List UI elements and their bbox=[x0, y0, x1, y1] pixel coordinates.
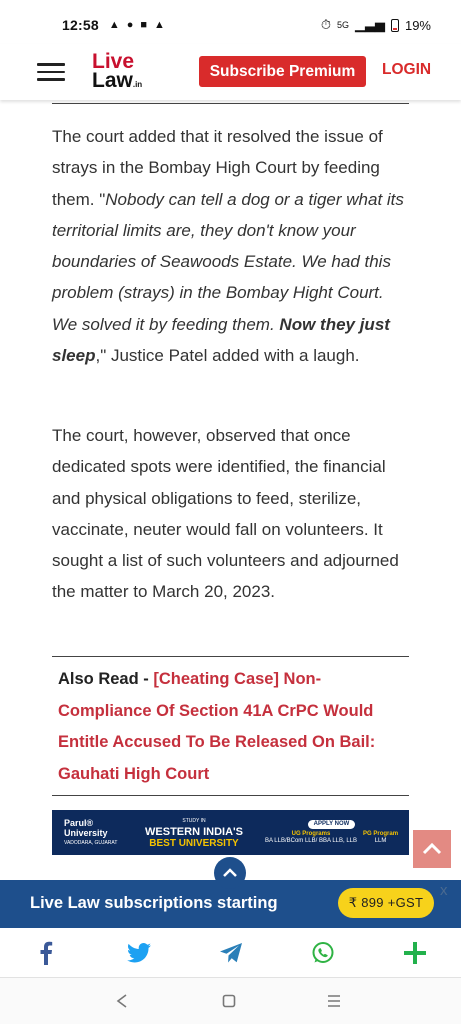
notification-app-icon: ▲ bbox=[108, 19, 120, 31]
expand-subscription-button[interactable] bbox=[214, 857, 246, 889]
alarm-icon: ⏱ bbox=[320, 17, 331, 32]
status-right bbox=[321, 17, 431, 33]
share-bar bbox=[0, 928, 461, 978]
live-law-logo[interactable] bbox=[92, 52, 154, 94]
back-to-top-button[interactable] bbox=[413, 830, 451, 868]
close-icon[interactable]: x bbox=[440, 882, 448, 899]
ad-university bbox=[52, 818, 134, 848]
ad-location: VADODARA, GUJARAT bbox=[64, 839, 118, 846]
ad-banner[interactable] bbox=[52, 810, 409, 855]
status-time: 12:58 bbox=[62, 17, 99, 33]
telegram-icon[interactable] bbox=[218, 940, 244, 966]
price-button[interactable]: ₹ 899 +GST bbox=[338, 888, 434, 918]
recents-nav-icon[interactable] bbox=[325, 992, 343, 1010]
subscription-text: Live Law subscriptions starting bbox=[30, 894, 278, 912]
also-read-link[interactable]: [Cheating Case] Non-Compliance Of Section 41A CrPC Would Entitle Accused To Be Released On Bail: Gauhati High Court bbox=[58, 670, 376, 783]
notification-app-icon-2: ■ bbox=[140, 19, 148, 31]
ad-headline: WESTERN INDIA'S bbox=[145, 826, 243, 838]
logo-line1: Live bbox=[92, 50, 135, 73]
ad-apply-button[interactable]: APPLY NOW bbox=[308, 820, 356, 829]
article-paragraph-2: The court, however, observed that once dedicated spots were identified, the financial and physical obligations to feed, sterilize, vaccinate, neuter would fall on volunteers. It sought a list of such volunteers and adjourned the matter to March 20, 2023. bbox=[52, 426, 399, 602]
status-bar bbox=[0, 0, 461, 50]
paragraph-text-end: ," Justice Patel added with a laugh. bbox=[95, 346, 360, 366]
quote-text: Nobody can tell a dog or a tiger what its territorial limits are, they don't know your boundaries of Seawoods Estate. We had this problem (strays) in the Bombay Hight Court. We solved it by feeding them. bbox=[52, 189, 404, 334]
subscribe-premium-button[interactable]: Subscribe Premium bbox=[199, 56, 366, 87]
login-link[interactable]: LOGIN bbox=[382, 61, 432, 78]
ad-programs bbox=[254, 820, 409, 845]
ad-pg-list: LLM bbox=[374, 838, 387, 844]
chevron-up-icon bbox=[422, 843, 442, 855]
ad-headline-block bbox=[134, 816, 254, 849]
facebook-icon[interactable] bbox=[33, 940, 59, 966]
ad-university-name: Parul® University bbox=[64, 817, 108, 838]
quote-emphasis: Now they just sleep bbox=[52, 314, 390, 366]
divider bbox=[52, 103, 409, 104]
home-nav-icon[interactable] bbox=[220, 992, 238, 1010]
system-nav-bar bbox=[0, 978, 461, 1024]
ad-highlight: BEST UNIVERSITY bbox=[149, 838, 239, 849]
also-read-label: Also Read - bbox=[58, 670, 154, 688]
ad-pg-title: PG Program bbox=[363, 831, 399, 837]
back-nav-icon[interactable] bbox=[113, 992, 131, 1010]
ad-study-in: STUDY IN bbox=[182, 818, 206, 824]
twitter-icon[interactable] bbox=[126, 940, 152, 966]
site-header bbox=[0, 44, 461, 100]
bell-icon: ▲ bbox=[154, 19, 165, 31]
logo-line2: Law bbox=[92, 69, 133, 92]
chevron-up-icon bbox=[222, 868, 238, 878]
ad-ug-list: BA LLB/BCom LLB/ BBA LLB, LLB bbox=[264, 838, 358, 844]
battery-percent: 19% bbox=[404, 17, 431, 33]
signal-icon: ▁▃▅ bbox=[354, 17, 385, 32]
whatsapp-icon[interactable] bbox=[310, 940, 336, 966]
location-icon: ● bbox=[126, 19, 134, 31]
ad-ug-title: UG Programs bbox=[291, 831, 331, 837]
battery-icon bbox=[391, 19, 399, 32]
notification-icons bbox=[109, 19, 165, 31]
article-paragraph bbox=[52, 121, 412, 371]
also-read-box bbox=[52, 656, 409, 796]
logo-suffix: .in bbox=[132, 80, 143, 89]
plus-icon[interactable] bbox=[402, 940, 428, 966]
network-label: 5G bbox=[336, 20, 349, 30]
menu-icon[interactable] bbox=[37, 63, 65, 81]
paragraph-text: The court added that it resolved the issue of strays in the Bombay High Court by feeding them. " bbox=[52, 127, 383, 209]
